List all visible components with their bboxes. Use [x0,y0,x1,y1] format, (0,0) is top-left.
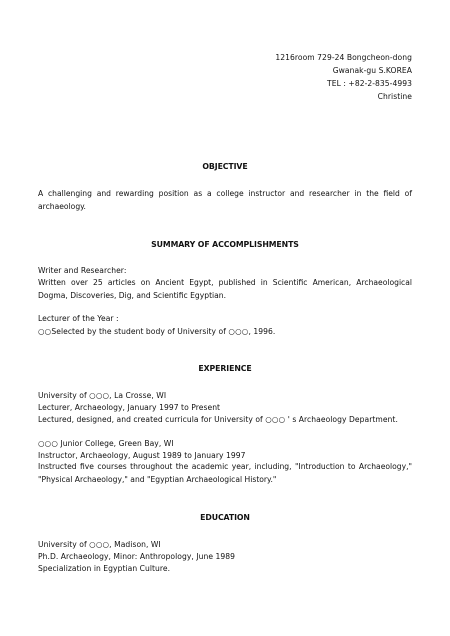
education-heading: EDUCATION [200,513,250,522]
address-line-2: Gwanak-gu S.KOREA [332,66,412,75]
education-degree: Ph.D. Archaeology, Minor: Anthropology, June 1989 [38,552,236,561]
job1-role: Lecturer, Archaeology, January 1997 to Present [38,403,221,412]
writer-text: Written over 25 articles on Ancient Egypt, published in Scientific American, Archaeological Dogma, Discoveries, Dig, and Scientific Egyptian. [38,278,412,300]
job2-desc: Instructed five courses throughout the academic year, including, "Introduction to Archaeology," "Physical Archaeology," and "Egyptian Archaeological History." [38,462,412,484]
objective-text: A challenging and rewarding position as a college instructor and researcher in the field of archaeology. [38,189,412,211]
lecturer-title: Lecturer of the Year : [38,314,119,323]
education-school: University of ○○○, Madison, WI [38,540,161,549]
experience-heading: EXPERIENCE [198,364,252,373]
address-name: Christine [377,92,412,101]
job2-place: ○○○ Junior College, Green Bay, WI [38,439,174,448]
job1-desc: Lectured, designed, and created curricula for University of ○○○ ' s Archaeology Department. [38,415,398,424]
job1-place: University of ○○○, La Crosse, WI [38,391,167,400]
address-phone: TEL : +82-2-835-4993 [327,79,412,88]
writer-title: Writer and Researcher: [38,266,127,275]
job2-role: Instructor, Archaeology, August 1989 to January 1997 [38,451,246,460]
lecturer-text: ○○Selected by the student body of University of ○○○, 1996. [38,327,276,336]
objective-heading: OBJECTIVE [202,162,248,171]
summary-heading: SUMMARY OF ACCOMPLISHMENTS [151,240,299,249]
address-line-1: 1216room 729-24 Bongcheon-dong [275,53,412,62]
education-specialization: Specialization in Egyptian Culture. [38,564,171,573]
